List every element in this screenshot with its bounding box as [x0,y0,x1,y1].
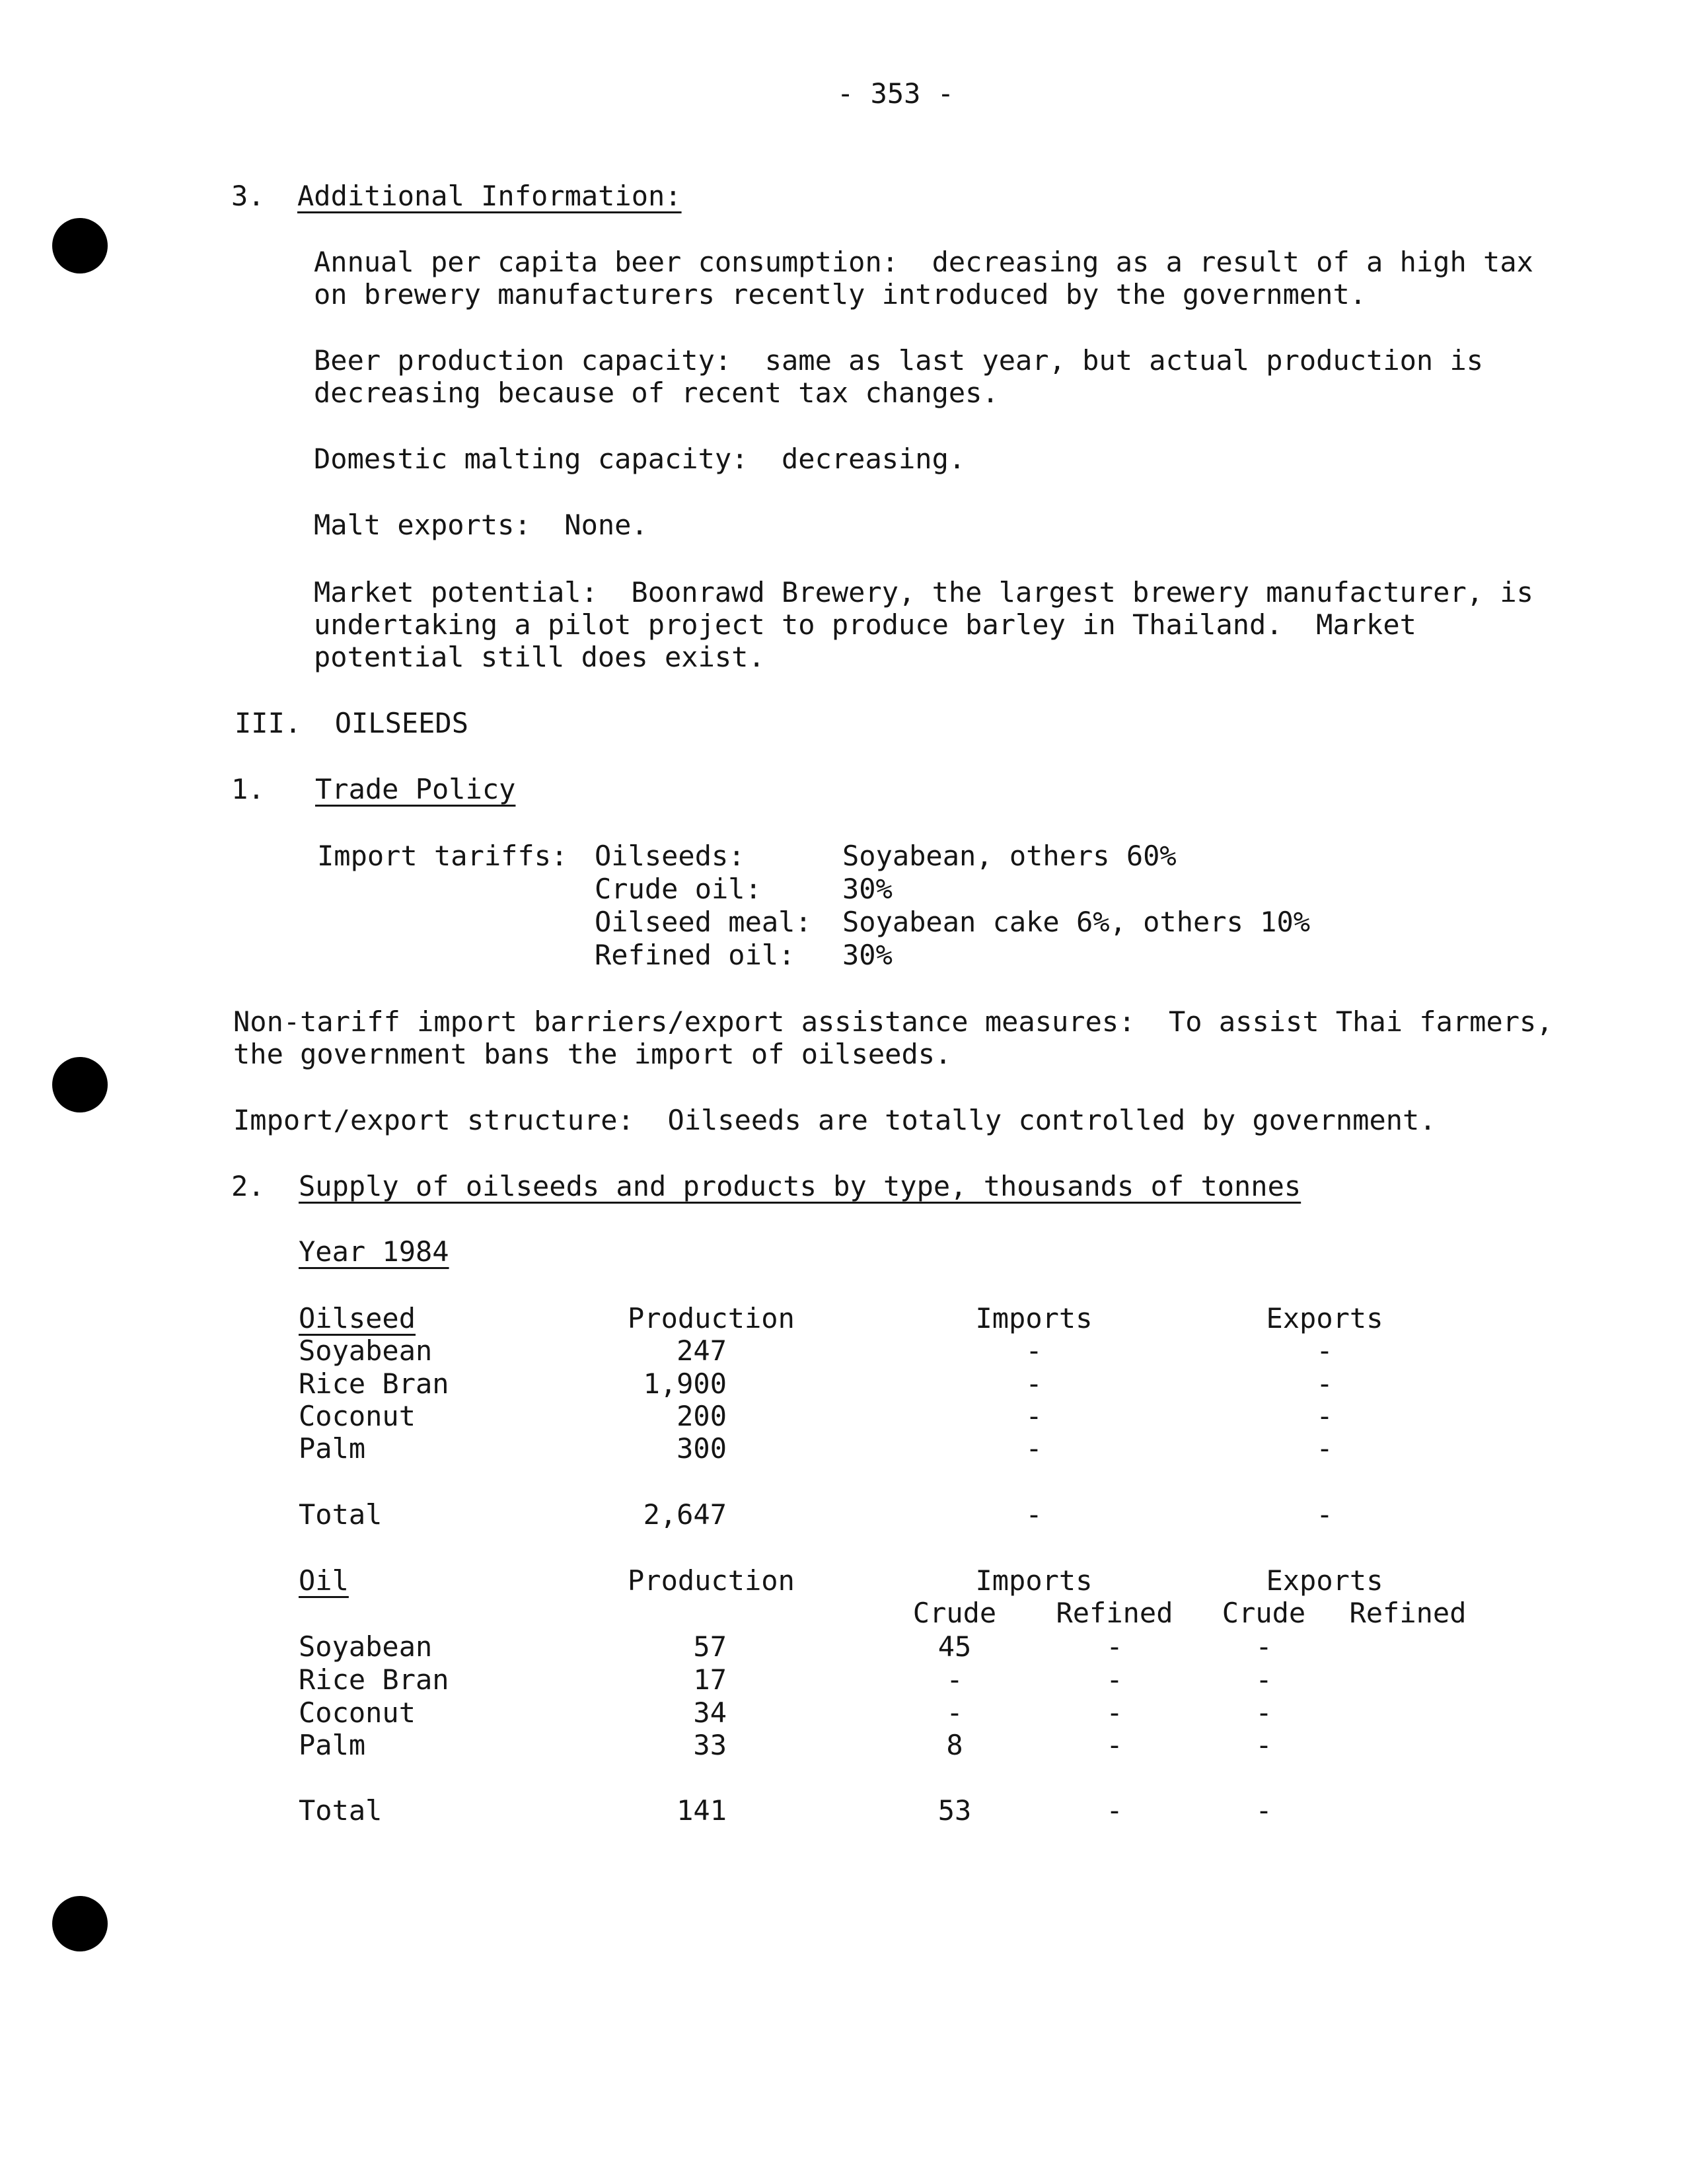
paragraph-line: undertaking a pilot project to produce barley in Thailand. Market [314,608,1416,641]
tariff-rate: 30% [842,873,893,905]
total-production: 2,647 [643,1498,727,1531]
row-production: 1,900 [643,1367,727,1400]
row-imports-crude: - [946,1663,963,1696]
total-imports-refined: - [1106,1794,1123,1827]
row-production: 33 [693,1729,727,1761]
row-imports-refined: - [1106,1729,1123,1761]
row-production: 57 [693,1630,727,1663]
row-imports-crude: 45 [937,1630,972,1663]
row-item: Palm [299,1729,366,1761]
paragraph-line: Market potential: Boonrawd Brewery, the largest brewery manufacturer, is [314,576,1533,608]
row-imports-crude: - [946,1696,963,1729]
row-exports-crude: - [1255,1630,1272,1663]
tariff-item: Oilseed meal: [595,906,812,938]
row-imports-refined: - [1106,1696,1123,1729]
row-imports: - [1025,1432,1043,1465]
punch-hole-bottom [52,1896,108,1951]
row-exports: - [1316,1367,1333,1400]
subheader-imports-crude: Crude [912,1597,997,1629]
row-production: 300 [677,1432,727,1465]
row-production: 200 [677,1400,727,1432]
paragraph-line: decreasing because of recent tax changes. [314,377,999,409]
paragraph-line: Annual per capita beer consumption: decreasing as a result of a high tax [314,246,1533,278]
tariff-rate: Soyabean cake 6%, others 10% [842,906,1311,938]
punch-hole-middle [52,1057,108,1112]
row-imports-refined: - [1106,1663,1123,1696]
section-number: 2. [231,1170,265,1202]
row-imports: - [1025,1367,1043,1400]
paragraph-line: potential still does exist. [314,641,765,673]
total-label: Total [299,1794,383,1827]
total-exports: - [1316,1498,1333,1531]
section-heading: Supply of oilseeds and products by type, thousands of tonnes [299,1170,1301,1202]
total-production: 141 [677,1794,727,1827]
tariff-rate: Soyabean, others 60% [842,840,1177,872]
tariff-item: Crude oil: [595,873,762,905]
row-item: Coconut [299,1400,416,1432]
section-heading: III. OILSEEDS [235,707,469,739]
page-number: - 353 - [837,77,955,110]
column-header-production: Production [628,1564,795,1597]
row-item: Palm [299,1432,366,1465]
column-header-production: Production [628,1302,795,1334]
section-number: 1. [231,773,265,805]
column-header-item: Oil [299,1564,349,1597]
section-heading: Trade Policy [315,773,516,805]
row-exports: - [1316,1400,1333,1432]
subheader-exports-refined: Refined [1349,1597,1467,1629]
row-exports: - [1316,1334,1333,1367]
subheader-imports-refined: Refined [1056,1597,1173,1629]
row-exports-crude: - [1255,1663,1272,1696]
tariff-item: Refined oil: [595,939,795,971]
row-exports-crude: - [1255,1729,1272,1761]
paragraph-line: Domestic malting capacity: decreasing. [314,443,966,475]
paragraph-line: Non-tariff import barriers/export assistance measures: To assist Thai farmers, [233,1005,1553,1038]
row-imports: - [1025,1334,1043,1367]
row-production: 17 [693,1663,727,1696]
row-item: Soyabean [299,1334,433,1367]
year-heading: Year 1984 [299,1235,449,1268]
paragraph-line: the government bans the import of oilseeds. [233,1038,952,1070]
row-item: Rice Bran [299,1663,449,1696]
column-header-item: Oilseed [299,1302,416,1334]
paragraph-line: Beer production capacity: same as last year, but actual production is [314,344,1484,377]
section-heading: Additional Information: [297,180,682,212]
subheader-exports-crude: Crude [1222,1597,1306,1629]
row-imports: - [1025,1400,1043,1432]
total-imports-crude: 53 [937,1794,972,1827]
paragraph-line: Malt exports: None. [314,509,648,541]
row-imports-crude: 8 [946,1729,963,1761]
row-exports-crude: - [1255,1696,1272,1729]
total-label: Total [299,1498,383,1531]
row-item: Coconut [299,1696,416,1729]
row-item: Rice Bran [299,1367,449,1400]
punch-hole-top [52,218,108,273]
tariff-item: Oilseeds: [595,840,745,872]
column-header-imports: Imports [975,1302,1093,1334]
row-item: Soyabean [299,1630,433,1663]
total-exports-crude: - [1255,1794,1272,1827]
section-number: 3. [231,180,265,212]
total-imports: - [1025,1498,1043,1531]
column-header-exports: Exports [1266,1302,1383,1334]
column-header-imports: Imports [975,1564,1093,1597]
row-exports: - [1316,1432,1333,1465]
column-header-exports: Exports [1266,1564,1383,1597]
tariff-rate: 30% [842,939,893,971]
row-production: 247 [677,1334,727,1367]
paragraph-line: on brewery manufacturers recently introduced by the government. [314,278,1367,310]
tariff-label: Import tariffs: [317,840,568,872]
paragraph-line: Import/export structure: Oilseeds are totally controlled by government. [233,1104,1436,1136]
row-imports-refined: - [1106,1630,1123,1663]
row-production: 34 [693,1696,727,1729]
